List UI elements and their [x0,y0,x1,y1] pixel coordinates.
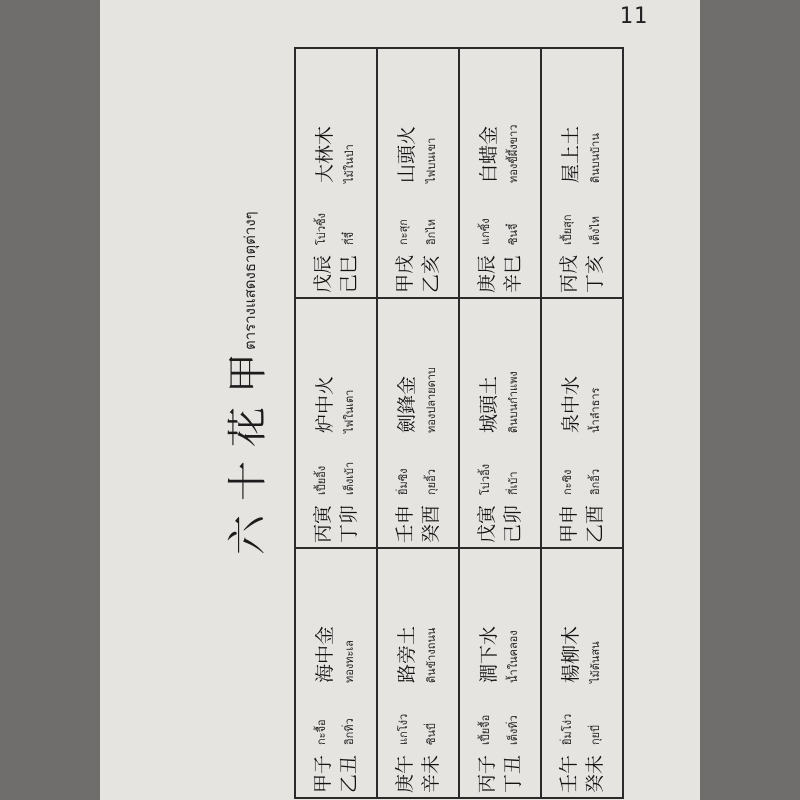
element-chinese: 澗下水 [478,625,500,683]
element-thai: ทองทะเล [343,640,356,683]
stem-branch-bottom: 癸未 [584,754,606,793]
cell-content [298,553,374,793]
reading-top: แกโง่ว [397,713,410,745]
reading-top: เปี้ยจื้อ [479,714,492,745]
stem-branch-pair [474,245,526,293]
reading-bottom: เต็งไห [589,215,602,245]
thai-reading [308,683,364,745]
stem-branch-bottom: 辛巳 [502,254,524,293]
reading-top: กะสุก [397,219,410,245]
stem-branch-bottom: 乙丑 [338,754,360,793]
reading-bottom: ซินจี๋ [507,223,520,245]
element-block [393,53,443,183]
stem-branch-pair [556,245,608,293]
reading-bottom: กุยอิ้ว [425,469,438,495]
stem-branch-top: 甲戌 [394,254,416,293]
element-block [311,553,361,683]
thai-reading [308,433,364,495]
element-block [475,553,525,683]
element-thai: ไฟบนเขา [425,137,438,183]
cell-content [544,303,620,543]
table-row [541,48,623,798]
stem-branch-pair [474,745,526,793]
element-thai: ดินบนกำแพง [507,371,520,433]
stem-branch-top: 壬午 [558,754,580,793]
element-block [557,53,607,183]
reading-bottom: กี่เบ้า [507,471,520,495]
element-chinese: 劍鋒金 [396,375,418,433]
reading-bottom: กุยบี่ [589,724,602,745]
thai-reading [308,183,364,245]
element-chinese: 路旁土 [396,625,418,683]
element-thai: ไม้ในป่า [343,144,356,183]
stem-branch-bottom: 癸酉 [420,504,442,543]
rotated-content [210,45,630,800]
stem-branch-pair [556,495,608,543]
cell-content [298,303,374,543]
table-cell [459,48,541,298]
book-page [100,0,700,800]
stem-branch-bottom: 丁丑 [502,754,524,793]
stem-branch-top: 戊辰 [312,254,334,293]
reading-top: โบ่วซิ้ง [315,213,328,245]
page-number: 11 [619,4,648,29]
table-cell [377,548,459,798]
reading-top: ยิ่มโง่ว [561,713,574,745]
cell-content [380,303,456,543]
reading-top: แกซิ้ง [479,218,492,245]
stem-branch-top: 丙戌 [558,254,580,293]
stem-branch-top: 庚辰 [476,254,498,293]
reading-bottom: กี่จี๋ [343,231,356,245]
element-chinese: 炉中火 [314,375,336,433]
cell-content [380,53,456,293]
elements-table [294,47,624,799]
element-block [557,553,607,683]
page-subtitle: ตารางแสดงธาตุต่างๆ [241,211,259,350]
stem-branch-top: 丙子 [476,754,498,793]
stem-branch-pair [556,745,608,793]
table-cell [377,48,459,298]
element-chinese: 大林木 [314,125,336,183]
cell-content [462,53,538,293]
element-chinese: 白蜡金 [478,125,500,183]
reading-bottom: เต็งทิ่ว [507,715,520,745]
table-cell [295,548,377,798]
thai-reading [554,683,610,745]
reading-top: กะจื้อ [315,719,328,745]
element-block [475,53,525,183]
table-cell [459,298,541,548]
reading-bottom: อิกไห [425,218,438,245]
stem-branch-top: 丙寅 [312,504,334,543]
thai-reading [390,433,446,495]
stem-branch-pair [392,745,444,793]
stem-branch-top: 戊寅 [476,504,498,543]
element-block [311,303,361,433]
thai-reading [554,183,610,245]
reading-bottom: อิกทิ่ว [343,718,356,745]
table-row [459,48,541,798]
element-block [311,53,361,183]
element-thai: ไฟในเตา [343,389,356,433]
element-block [475,303,525,433]
stem-branch-bottom: 丁卯 [338,504,360,543]
element-thai: ไม้ต้นสน [589,641,602,683]
reading-bottom: ซินบี่ [425,723,438,745]
stem-branch-pair [474,495,526,543]
stem-branch-bottom: 乙酉 [584,504,606,543]
reading-top: โบ่วอิ้ง [479,463,492,495]
element-thai: น้ำลำธาร [589,387,602,433]
element-chinese: 山頭火 [396,125,418,183]
stem-branch-bottom: 己卯 [502,504,524,543]
thai-reading [472,683,528,745]
cell-content [298,53,374,293]
table-cell [295,298,377,548]
reading-top: เปี้ยสุก [561,214,574,245]
element-block [393,303,443,433]
thai-reading [390,683,446,745]
reading-top: กะซิง [561,469,574,495]
thai-reading [472,433,528,495]
page-title: 六十花甲 [225,339,271,555]
table-cell [377,298,459,548]
element-thai: น้ำในคลอง [507,630,520,683]
element-thai: ดินข้างถนน [425,627,438,683]
table-cell [295,48,377,298]
stem-branch-bottom: 辛未 [420,754,442,793]
reading-bottom: อิกอิ้ว [589,468,602,495]
stem-branch-pair [392,495,444,543]
stem-branch-bottom: 丁亥 [584,254,606,293]
cell-content [462,303,538,543]
element-chinese: 城頭土 [478,375,500,433]
thai-reading [554,433,610,495]
stem-branch-top: 壬申 [394,504,416,543]
table-cell [541,48,623,298]
element-thai: ทองปลายดาบ [425,367,438,433]
stem-branch-pair [310,745,362,793]
table-cell [541,298,623,548]
element-thai: ทองขี้ผึ้งขาว [507,124,520,183]
stem-branch-top: 甲申 [558,504,580,543]
cell-content [544,53,620,293]
stem-branch-top: 庚午 [394,754,416,793]
reading-top: เปี้ยอิ้ง [315,465,328,495]
table-cell [459,548,541,798]
table-cell [541,548,623,798]
stem-branch-top: 甲子 [312,754,334,793]
table-row [295,48,377,798]
element-chinese: 楊柳木 [560,625,582,683]
stem-branch-bottom: 己巳 [338,254,360,293]
element-block [393,553,443,683]
element-chinese: 屋上土 [560,125,582,183]
reading-bottom: เต็งเบ้า [343,461,356,495]
thai-reading [472,183,528,245]
thai-reading [390,183,446,245]
cell-content [380,553,456,793]
table-row [377,48,459,798]
element-thai: ดินบนบ้าน [589,133,602,183]
cell-content [544,553,620,793]
reading-top: ยิ่มซิง [397,468,410,495]
stem-branch-pair [310,495,362,543]
stem-branch-pair [310,245,362,293]
element-chinese: 泉中水 [560,375,582,433]
table-header [210,45,290,800]
stem-branch-bottom: 乙亥 [420,254,442,293]
cell-content [462,553,538,793]
element-block [557,303,607,433]
element-chinese: 海中金 [314,625,336,683]
stem-branch-pair [392,245,444,293]
